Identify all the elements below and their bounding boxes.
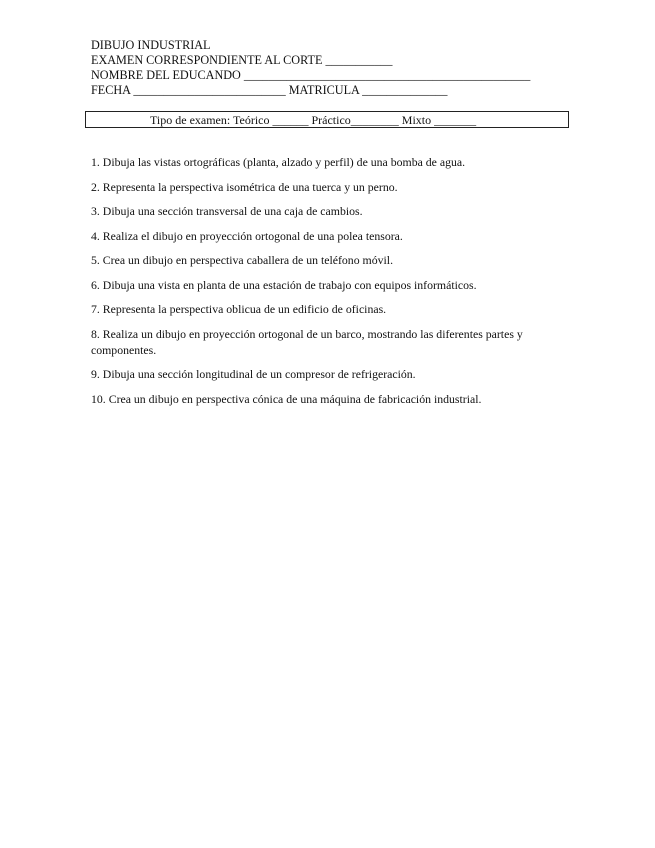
- question-7: 7. Representa la perspectiva oblicua de un edificio de oficinas.: [91, 302, 387, 316]
- date-enrollment-line: FECHA _________________________ MATRICULA ______________: [91, 83, 448, 97]
- question-9: 9. Dibuja una sección longitudinal de un compresor de refrigeración.: [91, 367, 416, 381]
- student-name-line: NOMBRE DEL EDUCANDO _______________________________________________: [91, 68, 531, 82]
- question-5: 5. Crea un dibujo en perspectiva caballera de un teléfono móvil.: [91, 253, 394, 267]
- question-3: 3. Dibuja una sección transversal de una caja de cambios.: [91, 204, 363, 218]
- question-6: 6. Dibuja una vista en planta de una estación de trabajo con equipos informáticos.: [91, 277, 477, 292]
- question-8: 8. Realiza un dibujo en proyección ortogonal de un barco, mostrando las diferentes partes y componentes.: [91, 326, 523, 357]
- exam-period-line: EXAMEN CORRESPONDIENTE AL CORTE ___________: [91, 53, 393, 67]
- question-4: 4. Realiza el dibujo en proyección ortogonal de una polea tensora.: [91, 228, 403, 243]
- question-1: 1. Dibuja las vistas ortográficas (planta, alzado y perfil) de una bomba de agua.: [91, 155, 466, 169]
- question-10: 10. Crea un dibujo en perspectiva cónica de una máquina de fabricación industrial.: [91, 391, 482, 406]
- question-list: [91, 154, 571, 415]
- exam-type-label: Tipo de examen: Teórico ______ Práctico________ Mixto _______: [150, 113, 477, 127]
- subject-title: DIBUJO INDUSTRIAL: [91, 38, 211, 52]
- exam-type-box: [85, 111, 569, 128]
- question-2: 2. Representa la perspectiva isométrica de una tuerca y un perno.: [91, 179, 398, 194]
- exam-header: [91, 38, 571, 98]
